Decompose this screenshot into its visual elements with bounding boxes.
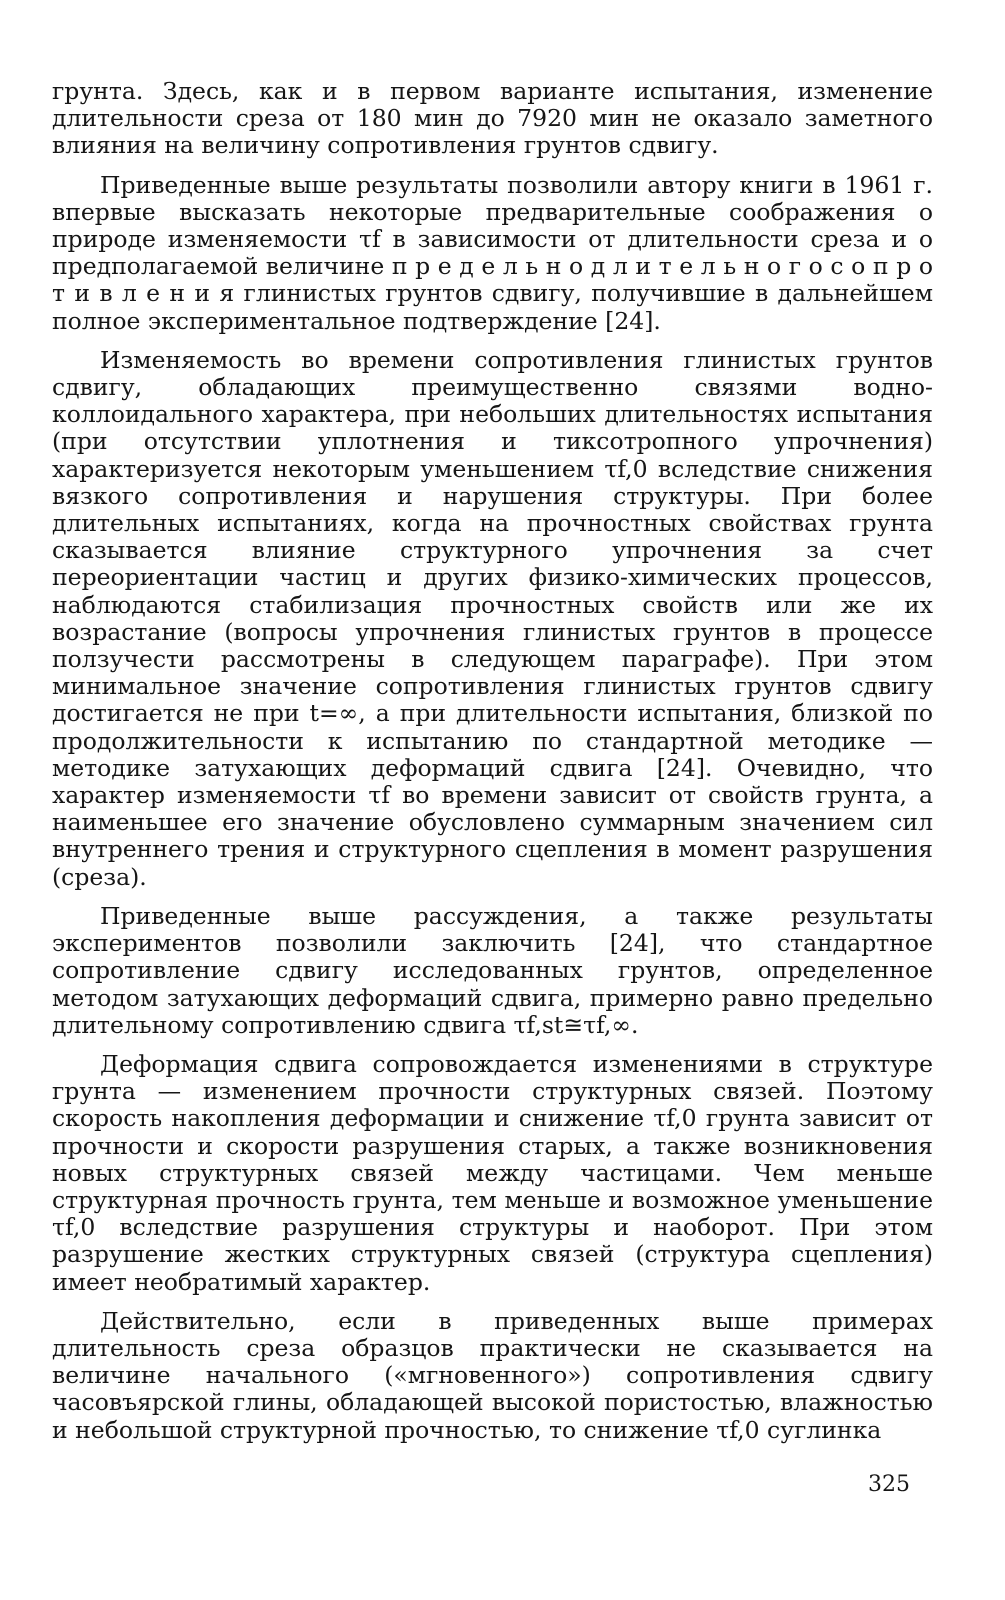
paragraph-continuation: грунта. Здесь, как и в первом варианте испытания, изменение длительности среза от 180 мин до 7920 мин не оказало заметного влияния на величину сопротивления грунтов сдвигу. [52,77,933,160]
paragraph-time-variability: Изменяемость во времени сопротивления глинистых грунтов сдвигу, обладающих преимущественно связями водно-коллоидального характера, при небольших длительностях испытания (при отсутствии уплотнения и тиксотропного упрочнения) характеризуется некоторым уменьшением τf,0 вследствие снижения вязкого сопротивления и нарушения структуры. При более длительных испытаниях, когда на прочностных свойствах грунта сказывается влияние структурного упрочнения за счет переориентации частиц и других физико-химических процессов, наблюдаются стабилизация прочностных свойств или же их возрастание (вопросы упрочнения глинистых грунтов в процессе ползучести рассмотрены в следующем параграфе). При этом минимальное значение сопротивления глинистых грунтов сдвигу достигается не при t=∞, а при длительности испытания, близкой по продолжительности к испытанию по стандартной методике — методике затухающих деформаций сдвига [24]. Очевидно, что характер изменяемости τf во времени зависит от свойств грунта, а наименьшее его значение обусловлено суммарным значением сил внутреннего трения и структурного сцепления в момент разрушения (среза). [52,345,933,891]
paragraph-ultimate-resistance: Приведенные выше результаты позволили автору книги в 1961 г. впервые высказать некоторые предварительные соображения о природе изменяемости τf в зависимости от длительности среза и о предполагаемой величине п р е д е л ь н о д л и т е л ь н о г о с о п р о т и в л е н и я глинистых грунтов сдвигу, получившие в дальнейшем полное экспериментальное подтверждение [24]. [52,170,933,335]
paragraph-standard-resistance: Приведенные выше рассуждения, а также результаты экспериментов позволили заключить [24], что стандартное сопротивление сдвигу исследованных грунтов, определенное методом затухающих деформаций сдвига, примерно равно предельно длительному сопротивлению сдвига τf,st≅τf,∞. [52,901,933,1039]
page-number: 325 [868,1472,910,1497]
paragraph-shear-deformation: Деформация сдвига сопровождается изменениями в структуре грунта — изменением прочности структурных связей. Поэтому скорость накопления деформации и снижение τf,0 грунта зависит от прочности и скорости разрушения старых, а также возникновения новых структурных связей между частицами. Чем меньше структурная прочность грунта, тем меньше и возможное уменьшение τf,0 вследствие разрушения структуры и наоборот. При этом разрушение жестких структурных связей (структура сцепления) имеет необратимый характер. [52,1049,933,1296]
paragraph-examples: Действительно, если в приведенных выше примерах длительность среза образцов практически не сказывается на величине начального («мгновенного») сопротивления сдвигу часовъярской глины, обладающей высокой пористостью, влажностью и небольшой структурной прочностью, то снижение τf,0 суглинка [52,1306,933,1444]
